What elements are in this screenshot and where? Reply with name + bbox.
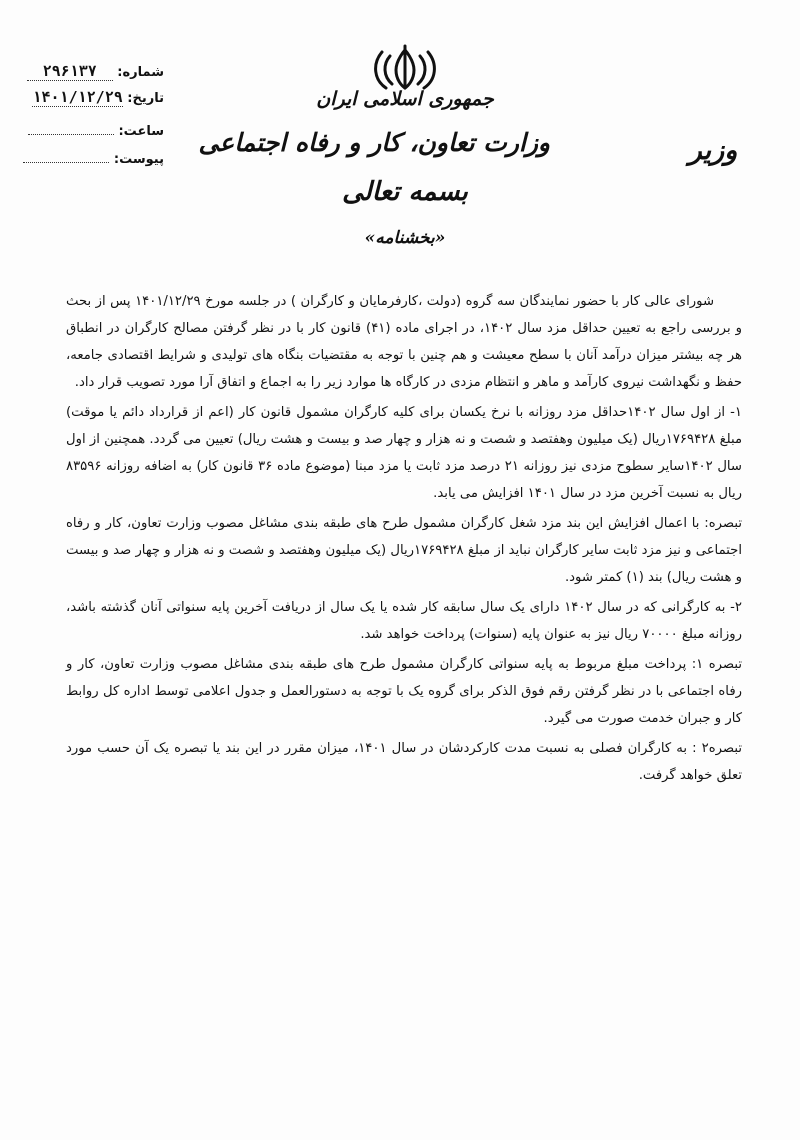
intro-paragraph: شورای عالی کار با حضور نمایندگان سه گروه (دولت ،کارفرمایان و کارگران ) در جلسه مورخ ۱۴۰۱/۱۲/۲۹ پس از بحث و بررسی راجع به تعیین حداقل مزد سال ۱۴۰۲، در اجرای ماده (۴۱) قانون کار با در نظر گرفتن مصالح کارگران در انطباق هر چه بیشتر میزان درآمد آنان با سطح معیشت و هم چنین با توجه به مقتضیات بنگاه های تولیدی و شرایط اقتصادی جامعه، حفظ و نگهداشت نیروی کارآمد و ماهر و انتظام مزدی در کارگاه ها موارد زیر را به اجماع و اتفاق آرا مورد تصویب قرار داد. [66,294,742,390]
attachment-value [23,162,109,163]
letter-number-row [14,62,164,84]
iran-emblem-icon [350,42,460,92]
date-label: تاریخ: [127,91,164,106]
clause-2-note-2: تبصره۲ : به کارگران فصلی به نسبت مدت کارکردشان در سال ۱۴۰۱، میزان مقرر در این بند یا تبصره یک آن حسب مورد تعلق خواهد گرفت. [66,741,742,783]
date-value: ۱۴۰۱/۱۲/۲۹ [32,88,123,106]
document-type-heading: «بخشنامه» [364,228,446,248]
letter-date-row [14,88,164,110]
time-value [28,134,114,135]
minister-title: وزیر [688,135,738,166]
number-label: شماره: [117,65,164,80]
clause-1-note: تبصره: با اعمال افزایش این بند مزد شغل کارگران مشمول طرح های طبقه بندی مشاغل مصوب وزارت تعاون، کار و رفاه اجتماعی و نیز مزد ثابت سایر کارگران نباید از مبلغ ۱۷۶۹۴۲۸ریال (یک میلیون وهفتصد و شصت و نه هزار و چهار صد و بیست و هشت ریال) بند (۱) کمتر شود. [66,516,742,585]
circular-body [66,288,742,792]
letter-attachment-row [14,152,164,174]
attachment-label: پیوست: [113,152,164,167]
clause-2-note-1: تبصره ۱: پرداخت مبلغ مربوط به پایه سنواتی کارگران مشمول طرح های طبقه بندی مشاغل مصوب وزارت تعاون، کار و رفاه اجتماعی با در نظر گرفتن رقم فوق الذکر برای گروه یک با توجه به دستورالعمل و جدول اعلامی توسط اداره کل روابط کار و جبران خدمت صورت می گیرد. [66,657,742,726]
bismillah-heading: بسمه تعالی [342,177,468,207]
clause-1: ۱- از اول سال ۱۴۰۲حداقل مزد روزانه با نرخ یکسان برای کلیه کارگران مشمول قانون کار (اعم از قرارداد دائم یا موقت) مبلغ ۱۷۶۹۴۲۸ریال (یک میلیون وهفتصد و شصت و نه هزار و چهار صد و بیست و هشت ریال) تعیین می گردد. همچنین از اول سال ۱۴۰۲سایر سطوح مزدی نیز روزانه ۲۱ درصد مزد ثابت یا مزد مبنا (موضوع ماده ۳۶ قانون کار) به اضافه روزانه ۸۳۵۹۶ ریال به نسبت آخرین مزد در سال ۱۴۰۱ افزایش می یابد. [66,405,743,501]
letter-time-row [14,124,164,146]
republic-title: جمهوری اسلامی ایران [316,88,494,110]
number-value: ۲۹۶۱۳۷ [27,62,113,81]
ministry-title: وزارت تعاون، کار و رفاه اجتماعی [198,128,550,157]
clause-2: ۲- به کارگرانی که در سال ۱۴۰۲ دارای یک سال سابقه کار شده یا یک سال از دریافت آخرین پایه سنواتی آنان گذشته باشد، روزانه مبلغ ۷۰۰۰۰ ریال نیز به عنوان پایه (سنوات) پرداخت خواهد شد. [66,600,742,642]
time-label: ساعت: [118,124,164,139]
